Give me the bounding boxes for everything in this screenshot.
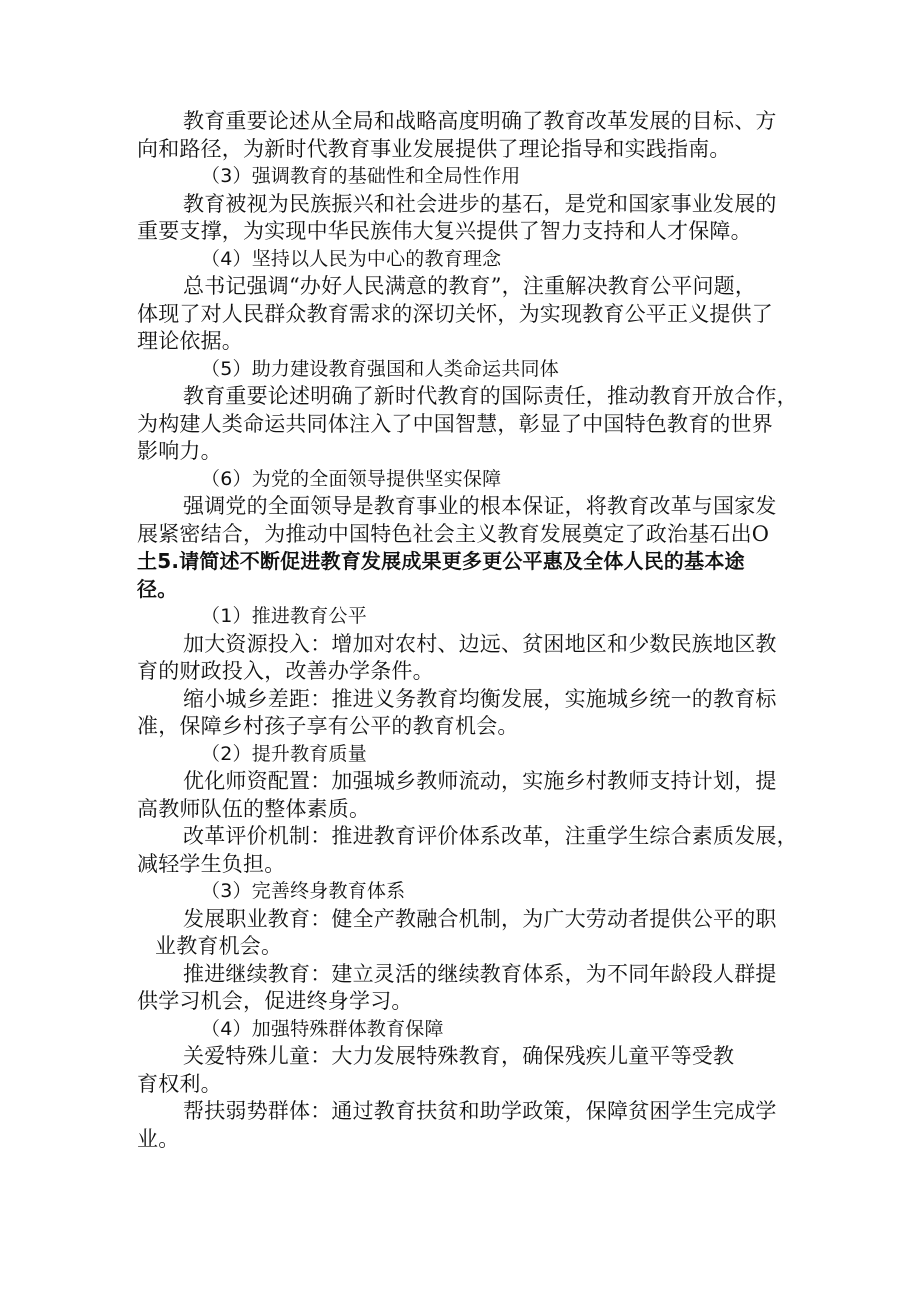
paragraph-line: 缩小城乡差距：推进义务教育均衡发展，实施城乡统一的教育标 [183, 686, 777, 711]
section-heading: （2）提升教育质量 [201, 742, 367, 765]
section-heading: （1）推进教育公平 [201, 605, 367, 627]
paragraph-line: 向和路径，为新时代教育事业发展提供了理论指导和实践指南。 [137, 136, 731, 161]
paragraph-line: 育权利。 [137, 1071, 222, 1096]
paragraph-line: 关爱特殊儿童：大力发展特殊教育，确保残疾儿童平等受教 [183, 1044, 735, 1068]
paragraph-line: 教育重要论述从全局和战略高度明确了教育改革发展的目标、方 [183, 109, 777, 133]
paragraph-line: 高教师队伍的整体素质。 [137, 796, 371, 821]
paragraph-line: 推进继续教育：建立灵活的继续教育体系，为不同年龄段人群提 [183, 961, 777, 986]
paragraph-line: 加大资源投入：增加对农村、边远、贫困地区和少数民族地区教 [183, 631, 777, 656]
section-heading: （3）完善终身教育体系 [201, 880, 406, 902]
paragraph-line: 展紧密结合，为推动中国特色社会主义教育发展奠定了政治基石出O [137, 521, 770, 546]
section-heading: （4）加强特殊群体教育保障 [201, 1017, 444, 1040]
paragraph-line: 体现了对人民群众教育需求的深切关怀，为实现教育公平正义提供了 [137, 301, 773, 326]
paragraph-line: 帮扶弱势群体：通过教育扶贫和助学政策，保障贫困学生完成学 [183, 1099, 777, 1123]
paragraph-line: 总书记强调“办好人民满意的教育”，注重解决教育公平问题， [183, 274, 757, 298]
paragraph-line: 业。 [137, 1126, 180, 1151]
paragraph-line: 教育被视为民族振兴和社会进步的基石，是党和国家事业发展的 [183, 191, 777, 216]
paragraph-line: 强调党的全面领导是教育事业的根本保证，将教育改革与国家发 [183, 494, 777, 518]
question-title: 土5.请简述不断促进教育发展成果更多更公平惠及全体人民的基本途 [137, 549, 745, 573]
paragraph-line: 理论依据。 [137, 329, 243, 353]
paragraph-line: 业教育机会。 [155, 934, 283, 958]
paragraph-line: 准，保障乡村孩子享有公平的教育机会。 [137, 714, 519, 738]
paragraph-line: 供学习机会，促进终身学习。 [137, 989, 413, 1013]
section-heading: （4）坚持以人民为中心的教育理念 [201, 247, 502, 270]
paragraph-line: 改革评价机制：推进教育评价体系改革，注重学生综合素质发展， [183, 824, 798, 848]
paragraph-line: 影响力。 [137, 439, 222, 463]
paragraph-line: 为构建人类命运共同体注入了中国智慧，彰显了中国特色教育的世界 [137, 411, 773, 436]
section-heading: （5）助力建设教育强国和人类命运共同体 [201, 357, 559, 380]
paragraph-line: 减轻学生负担。 [137, 851, 286, 876]
paragraph-line: 发展职业教育：健全产教融合机制，为广大劳动者提供公平的职 [183, 906, 777, 931]
section-heading: （3）强调教育的基础性和全局性作用 [201, 165, 521, 187]
paragraph-line: 重要支撑，为实现中华民族伟大复兴提供了智力支持和人才保障。 [137, 219, 752, 243]
paragraph-line: 育的财政投入，改善办学条件。 [137, 659, 434, 683]
section-heading: （6）为党的全面领导提供坚实保障 [201, 467, 502, 490]
question-title: 径。 [137, 576, 178, 601]
document-page [137, 108, 798, 1153]
paragraph-line: 优化师资配置：加强城乡教师流动，实施乡村教师支持计划，提 [183, 769, 777, 793]
paragraph-line: 教育重要论述明确了新时代教育的国际责任，推动教育开放合作， [183, 384, 798, 408]
